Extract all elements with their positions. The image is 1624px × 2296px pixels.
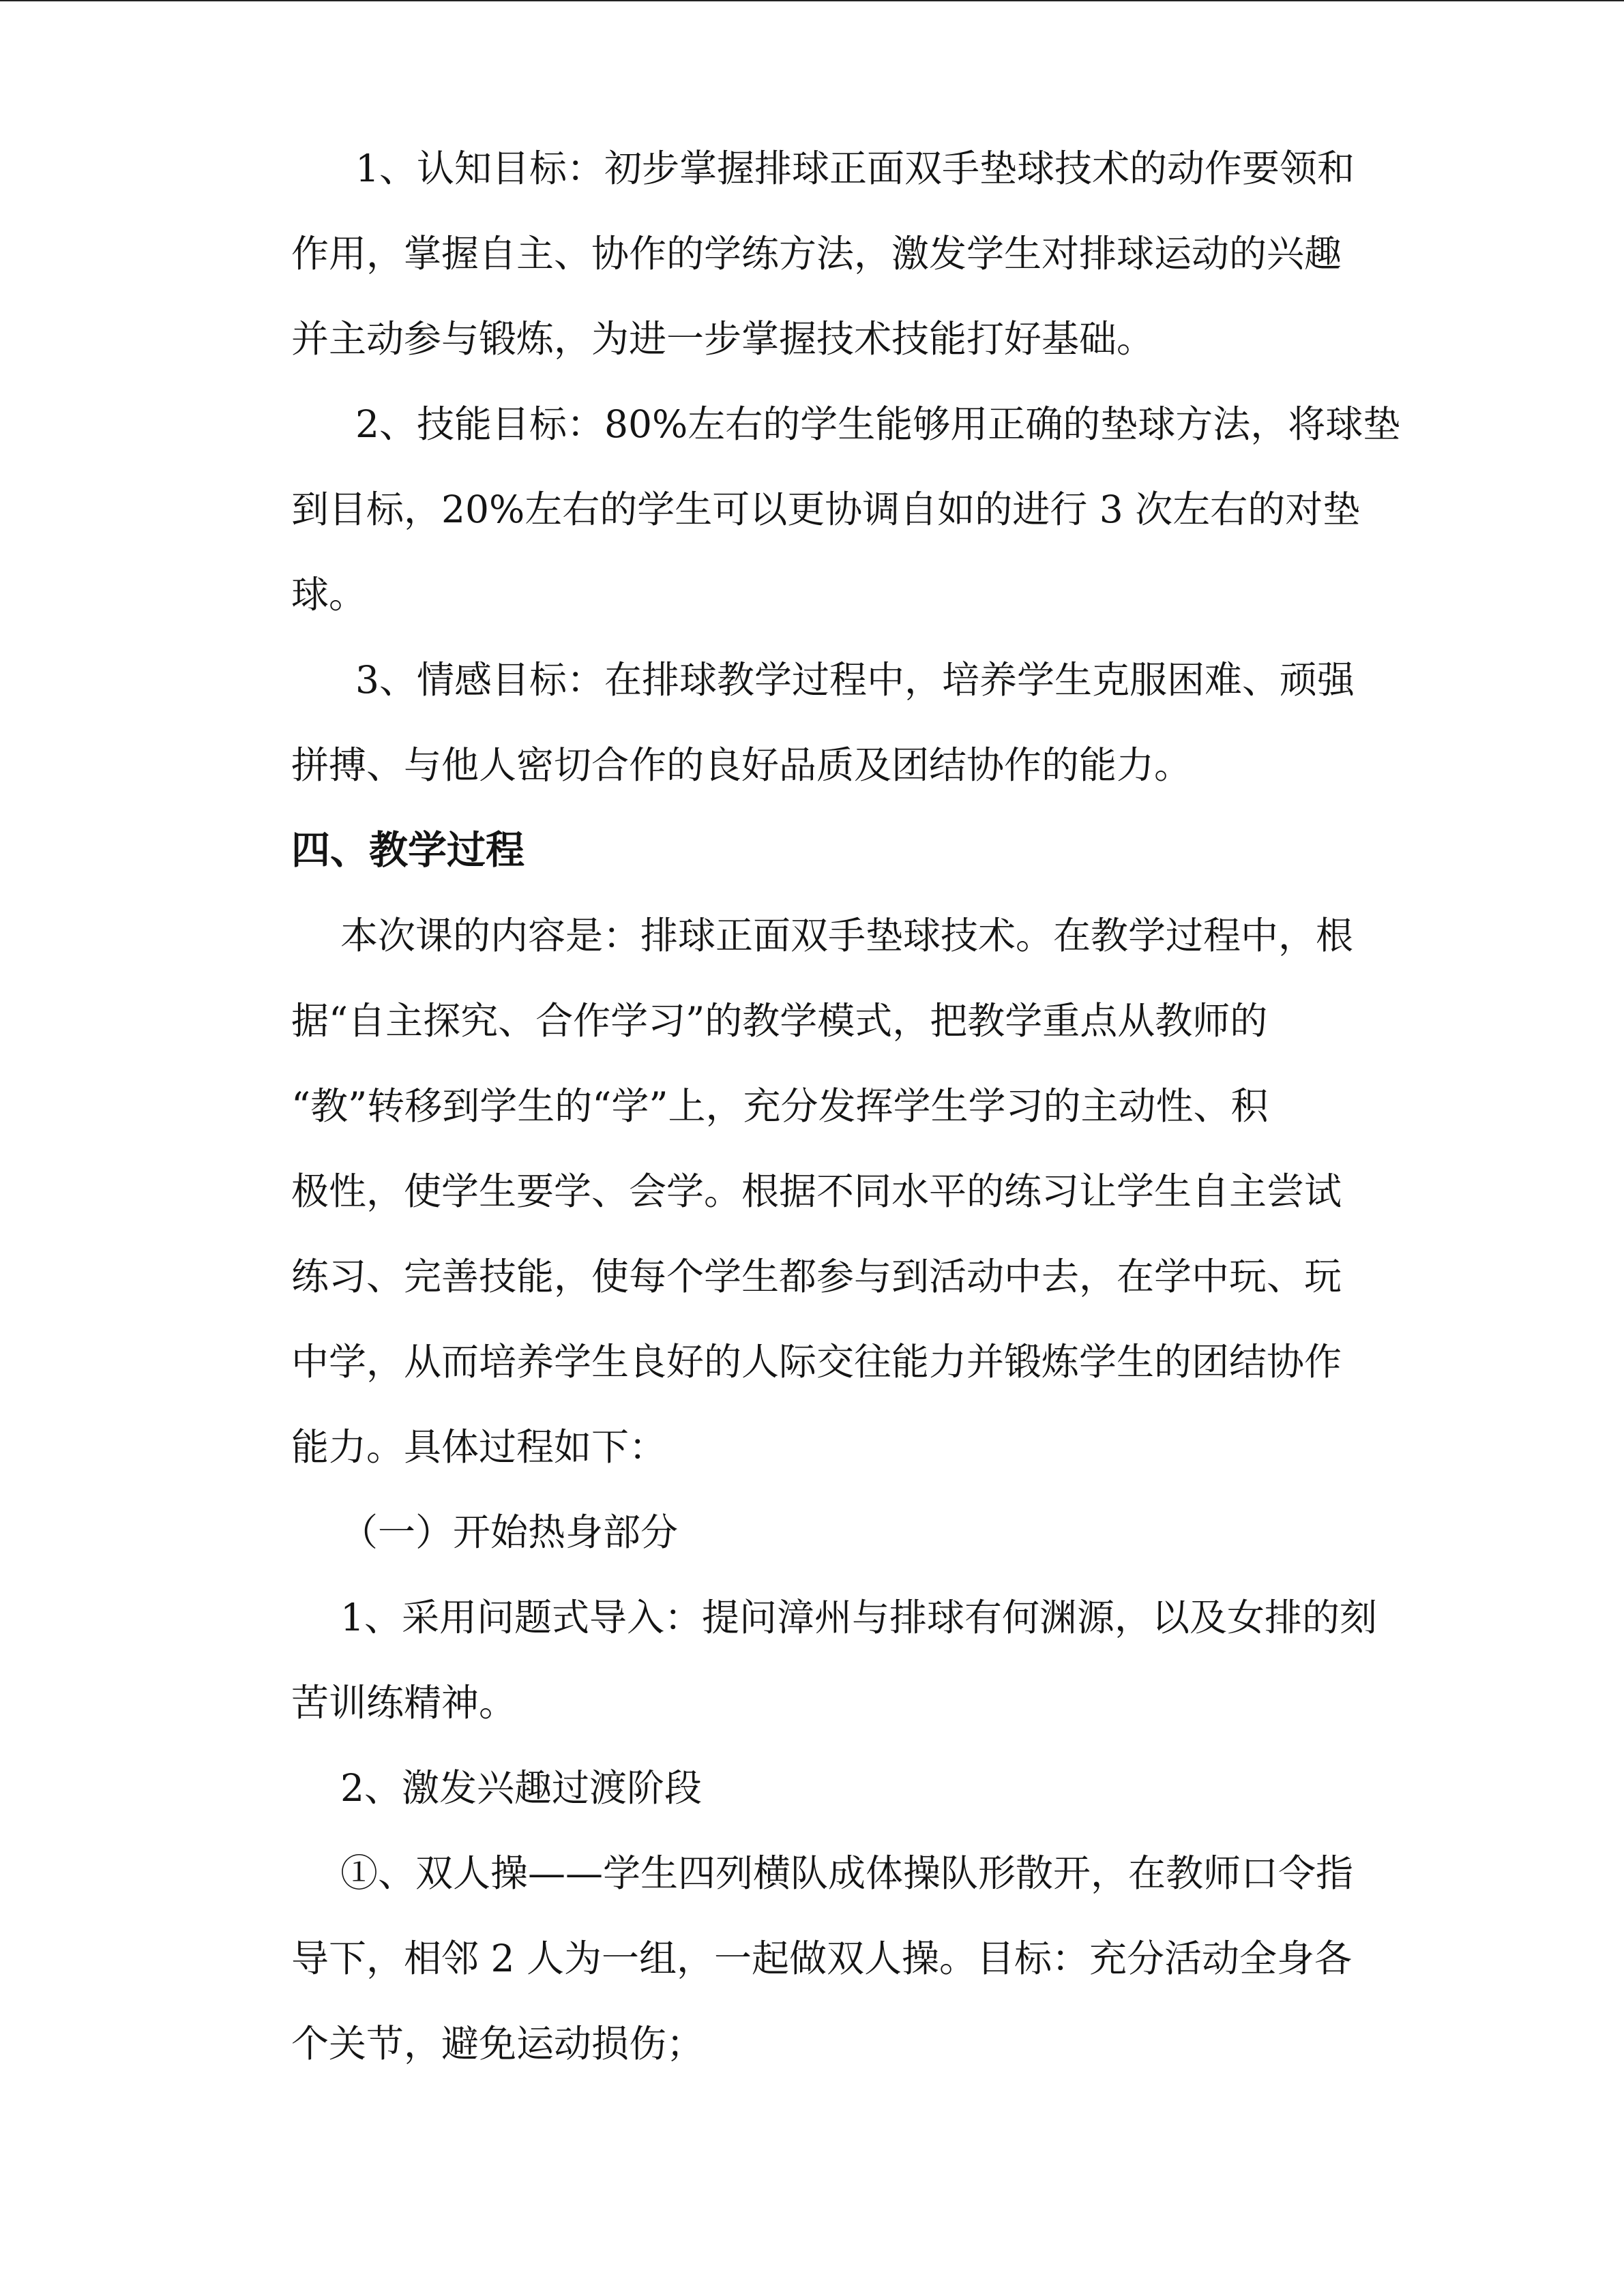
text-line: （一）开始热身部分	[340, 1510, 679, 1554]
text-line: 中学，从而培养学生良好的人际交往能力并锻炼学生的团结协作	[291, 1340, 1342, 1384]
subsection-title	[291, 1490, 1400, 1575]
affective-goal-paragraph	[291, 638, 1400, 808]
document-body	[291, 126, 1400, 2087]
section-heading: 四、教学过程	[291, 828, 525, 873]
text-line: 据“自主探究、合作学习”的教学模式，把教学重点从教师的	[291, 999, 1268, 1043]
text-line: 作用，掌握自主、协作的学练方法，激发学生对排球运动的兴趣	[291, 232, 1342, 275]
text-line: 到目标，20%左右的学生可以更协调自如的进行 3 次左右的对垫	[291, 488, 1361, 531]
item-2-sub-1-paragraph	[291, 1831, 1400, 2087]
text-line: 1、采用问题式导入：提问漳州与排球有何渊源，以及女排的刻	[340, 1596, 1377, 1639]
text-line: 球。	[291, 573, 367, 616]
text-line: 2、激发兴趣过渡阶段	[340, 1766, 702, 1810]
text-line: 苦训练精神。	[291, 1681, 517, 1725]
text-line: 3、情感目标：在排球教学过程中，培养学生克服困难、顽强	[355, 658, 1355, 702]
text-line: 2、技能目标：80%左右的学生能够用正确的垫球方法，将球垫	[355, 402, 1401, 446]
item-1-paragraph	[291, 1575, 1400, 1746]
text-line: 拼搏、与他人密切合作的良好品质及团结协作的能力。	[291, 743, 1192, 787]
text-line: 极性，使学生要学、会学。根据不同水平的练习让学生自主尝试	[291, 1169, 1342, 1213]
intro-paragraph	[291, 893, 1400, 1490]
text-line: 导下，相邻 2 人为一组，一起做双人操。目标：充分活动全身各	[291, 1937, 1352, 1980]
text-line: 个关节，避免运动损伤；	[291, 2022, 705, 2066]
text-line: 本次课的内容是：排球正面双手垫球技术。在教学过程中，根	[340, 914, 1354, 957]
text-line: 能力。具体过程如下：	[291, 1425, 667, 1469]
cognitive-goal-paragraph	[291, 126, 1400, 382]
text-line: 并主动参与锻炼，为进一步掌握技术技能打好基础。	[291, 317, 1155, 361]
skill-goal-paragraph	[291, 382, 1400, 638]
text-line: 1、认知目标：初步掌握排球正面双手垫球技术的动作要领和	[355, 147, 1355, 190]
text-line: ①、双人操——学生四列横队成体操队形散开，在教师口令指	[340, 1851, 1354, 1895]
text-line: “教”转移到学生的“学”上，充分发挥学生学习的主动性、积	[291, 1084, 1269, 1128]
text-line: 练习、完善技能，使每个学生都参与到活动中去，在学中玩、玩	[291, 1255, 1342, 1298]
item-2-paragraph	[291, 1746, 1400, 1831]
